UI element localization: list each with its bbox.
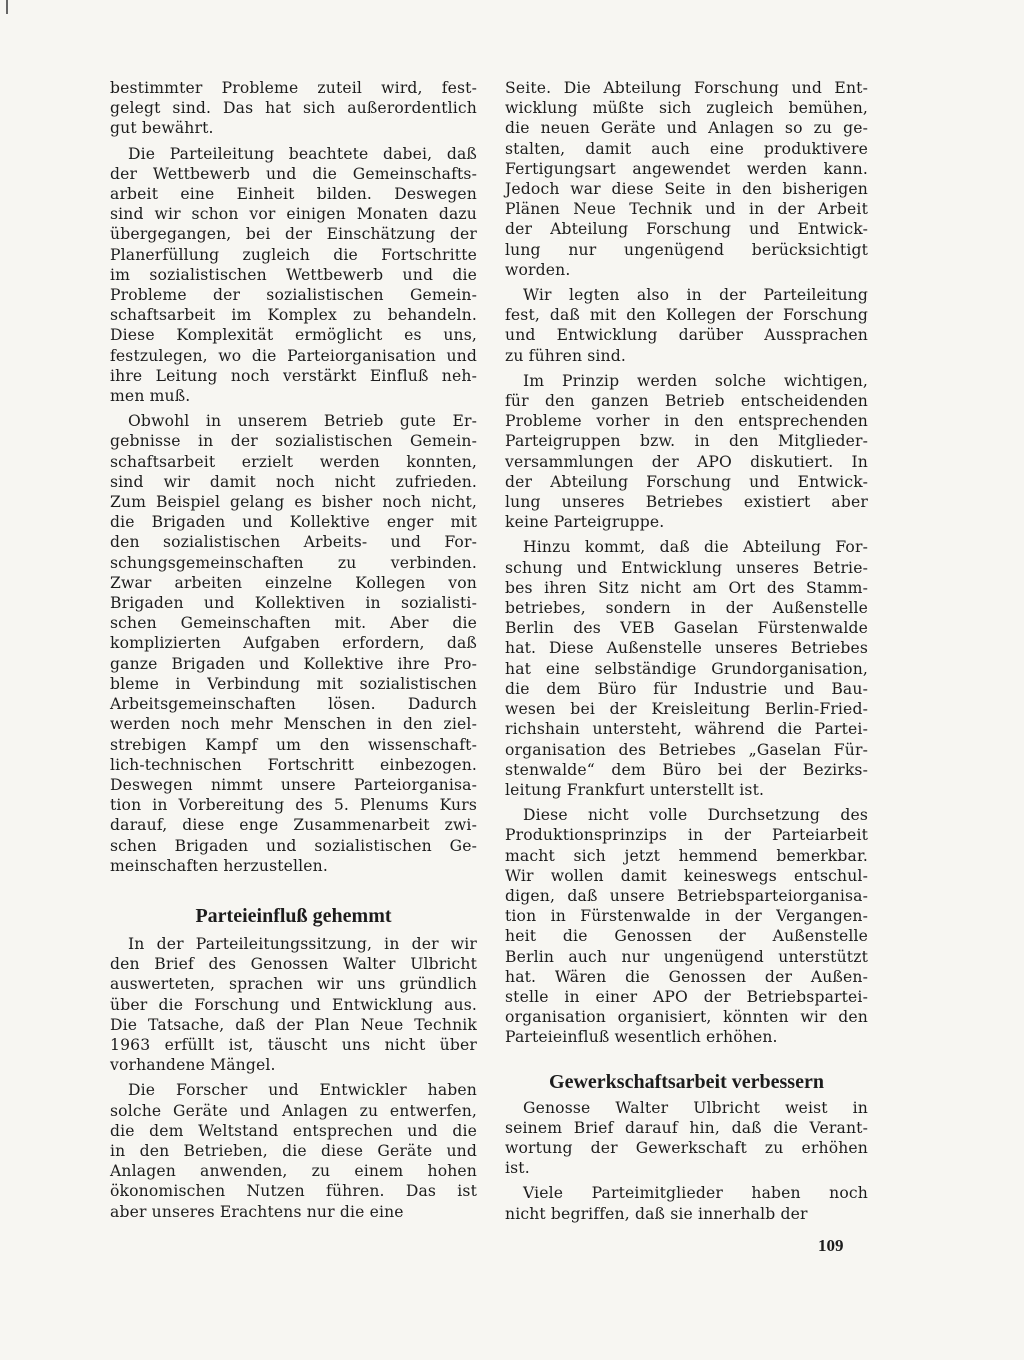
right-paragraph-5 xyxy=(505,805,868,1047)
right-paragraph-5-line: stelle in einer APO der Betriebspartei- xyxy=(505,987,868,1006)
right-paragraph-3-line: für den ganzen Betrieb entscheidenden xyxy=(505,392,868,411)
right-paragraph-6-line: seinem Brief darauf hin, daß die Verant- xyxy=(505,1118,868,1137)
right-paragraph-3-line: lung unseres Betriebes existiert aber xyxy=(505,493,868,512)
left-paragraph-3-line: komplizierten Aufgaben erfordern, daß xyxy=(110,634,477,653)
right-paragraph-1-line: die neuen Geräte und Anlagen so zu ge- xyxy=(505,119,868,138)
right-paragraph-3-line: versammlungen der APO diskutiert. In xyxy=(505,452,868,471)
right-paragraph-1 xyxy=(505,78,868,280)
right-paragraph-3 xyxy=(505,371,868,533)
right-paragraph-2-line: fest, daß mit den Kollegen der Forschung xyxy=(505,306,868,325)
scan-edge-mark xyxy=(6,0,8,14)
left-paragraph-3-line: den sozialistischen Arbeits- und For- xyxy=(110,533,477,552)
left-paragraph-4-line: Die Tatsache, daß der Plan Neue Technik xyxy=(110,1015,477,1034)
right-paragraph-4-line: hat eine selbständige Grundorganisation, xyxy=(505,659,868,678)
right-paragraph-1-line: worden. xyxy=(505,260,571,279)
left-paragraph-3-line: meinschaften herzustellen. xyxy=(110,856,328,875)
section-heading-gewerkschaftsarbeit: Gewerkschaftsarbeit verbessern xyxy=(549,1070,824,1093)
page-number: 109 xyxy=(818,1236,844,1255)
left-paragraph-2-line: der Wettbewerb und die Gemeinschafts- xyxy=(110,164,477,183)
right-paragraph-5-line: macht sich jetzt hemmend bemerkbar. xyxy=(505,846,868,865)
left-paragraph-5 xyxy=(110,1080,477,1221)
left-paragraph-5-line: Die Forscher und Entwickler haben xyxy=(128,1081,477,1100)
left-paragraph-3-line: Brigaden und Kollektiven in sozialisti- xyxy=(110,594,477,613)
left-paragraph-2-line: men muß. xyxy=(110,387,191,406)
left-paragraph-3-line: strebigen Kampf um den wissenschaft- xyxy=(110,735,477,754)
right-paragraph-5-line: organisation organisiert, könnten wir den xyxy=(505,1008,868,1027)
right-paragraph-5-line: hat. Wären die Genossen der Außen- xyxy=(505,967,868,986)
right-paragraph-1-line: lung nur ungenügend berücksichtigt xyxy=(505,240,868,259)
left-paragraph-1-line: gut bewährt. xyxy=(110,119,214,138)
left-paragraph-3-line: tion in Vorbereitung des 5. Plenums Kurs xyxy=(110,796,477,815)
right-paragraph-5-line: Produktionsprinzips in der Parteiarbeit xyxy=(505,826,868,845)
right-paragraph-4-line: wesen bei der Kreisleitung Berlin-Fried- xyxy=(505,700,868,719)
right-paragraph-1-line: Seite. Die Abteilung Forschung und Ent- xyxy=(505,79,868,97)
left-paragraph-3-line: gebnisse in der sozialistischen Gemein- xyxy=(110,432,477,451)
left-paragraph-5-line: ökonomischen Nutzen führen. Das ist xyxy=(110,1182,477,1201)
left-paragraph-2-line: Diese Komplexität ermöglicht es uns, xyxy=(110,326,477,345)
left-paragraph-2-line: festzulegen, wo die Parteiorganisation und xyxy=(110,346,477,365)
left-paragraph-3-line: schungsgemeinschaften zu verbinden. xyxy=(110,553,477,572)
left-paragraph-5-line: Anlagen anwenden, zu einem hohen xyxy=(110,1162,477,1181)
left-paragraph-2-line: Planerfüllung zugleich die Fortschritte xyxy=(110,245,477,264)
left-paragraph-3-line: bleme in Verbindung mit sozialistischen xyxy=(110,674,477,693)
right-paragraph-4-line: leitung Frankfurt unterstellt ist. xyxy=(505,780,765,799)
left-paragraph-4-line: auswerteten, sprachen wir uns gründlich xyxy=(110,975,477,994)
right-paragraph-4-line: Berlin des VEB Gaselan Fürstenwalde xyxy=(505,619,868,638)
right-paragraph-1-line: Fertigungsart angewendet werden kann. xyxy=(505,159,868,178)
right-paragraph-5-line: tion in Fürstenwalde in der Vergangen- xyxy=(505,907,868,926)
right-paragraph-3-line: keine Parteigruppe. xyxy=(505,513,665,532)
left-paragraph-4-line: über die Forschung und Entwicklung aus. xyxy=(110,995,477,1014)
right-paragraph-4-line: Hinzu kommt, daß die Abteilung For- xyxy=(523,538,868,557)
left-paragraph-3-line: Obwohl in unserem Betrieb gute Er- xyxy=(128,412,477,431)
right-paragraph-2-line: zu führen sind. xyxy=(505,346,626,365)
left-column xyxy=(110,78,477,1227)
left-paragraph-5-line: aber unseres Erachtens nur die eine xyxy=(110,1202,404,1221)
right-paragraph-4-line: schung und Entwicklung unseres Betrie- xyxy=(505,558,868,577)
right-paragraph-6 xyxy=(505,1098,868,1179)
right-paragraph-1-line: Jedoch war diese Seite in den bisherigen xyxy=(505,180,868,199)
left-paragraph-1-line: gelegt sind. Das hat sich außerordentlich xyxy=(110,99,477,118)
right-paragraph-2-line: und Entwicklung darüber Aussprachen xyxy=(505,326,868,345)
left-paragraph-4-line: den Brief des Genossen Walter Ulbricht xyxy=(110,955,477,974)
right-paragraph-4-line: hat. Diese Außenstelle unseres Betriebes xyxy=(505,639,868,658)
left-paragraph-1-line: bestimmter Probleme zuteil wird, fest- xyxy=(110,79,477,97)
right-paragraph-4 xyxy=(505,537,868,800)
right-paragraph-5-line: heit die Genossen der Außenstelle xyxy=(505,927,868,946)
left-paragraph-3-line: ganze Brigaden und Kollektive ihre Pro- xyxy=(110,654,477,673)
right-paragraph-5-line: Berlin auch nur ungenügend unterstützt xyxy=(505,947,868,966)
left-paragraph-5-line: solche Geräte und Anlagen zu entwerfen, xyxy=(110,1101,477,1120)
left-paragraph-3-line: Deswegen nimmt unsere Parteiorganisa- xyxy=(110,775,477,794)
right-paragraph-6-line: Genosse Walter Ulbricht weist in xyxy=(523,1098,868,1117)
left-paragraph-2-line: ihre Leitung noch verstärkt Einfluß neh- xyxy=(110,366,477,385)
right-paragraph-4-line: die dem Büro für Industrie und Bau- xyxy=(505,679,868,698)
left-paragraph-3-line: Arbeitsgemeinschaften lösen. Dadurch xyxy=(110,695,477,714)
left-paragraph-4-line: vorhandene Mängel. xyxy=(110,1056,276,1075)
left-paragraph-2-line: sind wir schon vor einigen Monaten dazu xyxy=(110,205,477,224)
right-paragraph-3-line: Parteigruppen bzw. in den Mitglieder- xyxy=(505,432,868,451)
right-paragraph-7 xyxy=(505,1183,868,1223)
left-paragraph-4-line: 1963 erfüllt ist, täuscht uns nicht über xyxy=(110,1035,477,1054)
left-paragraph-3-line: die Brigaden und Kollektive enger mit xyxy=(110,513,477,532)
right-paragraph-4-line: bes ihren Sitz nicht am Ort des Stamm- xyxy=(505,578,868,597)
right-paragraph-5-line: Diese nicht volle Durchsetzung des xyxy=(523,806,868,825)
left-paragraph-3-line: sind wir damit noch nicht zufrieden. xyxy=(110,472,477,491)
right-paragraph-2-line: Wir legten also in der Parteileitung xyxy=(523,286,868,305)
left-paragraph-3 xyxy=(110,411,477,876)
right-paragraph-3-line: der Abteilung Forschung und Entwick- xyxy=(505,472,868,491)
left-paragraph-4 xyxy=(110,934,477,1075)
right-paragraph-4-line: organisation des Betriebes „Gaselan Für- xyxy=(505,740,868,759)
right-column xyxy=(505,78,868,1229)
right-paragraph-2 xyxy=(505,285,868,366)
left-paragraph-2-line: im sozialistischen Wettbewerb und die xyxy=(110,265,477,284)
left-paragraph-3-line: schen Brigaden und sozialistischen Ge- xyxy=(110,836,477,855)
left-paragraph-1 xyxy=(110,78,477,139)
left-paragraph-3-line: Zum Beispiel gelang es bisher noch nicht, xyxy=(110,493,477,512)
left-paragraph-3-line: darauf, diese enge Zusammenarbeit zwi- xyxy=(110,816,477,835)
right-paragraph-6-line: wortung der Gewerkschaft zu erhöhen xyxy=(505,1138,868,1157)
left-paragraph-2-line: Probleme der sozialistischen Gemein- xyxy=(110,286,477,305)
left-paragraph-3-line: lich-technischen Fortschritt einbezogen. xyxy=(110,755,477,774)
left-paragraph-3-line: schen Gemeinschaften mit. Aber die xyxy=(110,614,477,633)
right-paragraph-1-line: der Abteilung Forschung und Entwick- xyxy=(505,220,868,239)
left-paragraph-5-line: in den Betrieben, die diese Geräte und xyxy=(110,1141,477,1160)
right-paragraph-4-line: betriebes, sondern in der Außenstelle xyxy=(505,599,868,618)
right-paragraph-4-line: richshain untersteht, während die Partei- xyxy=(505,720,868,739)
left-paragraph-2 xyxy=(110,144,477,407)
right-paragraph-6-line: ist. xyxy=(505,1159,530,1178)
right-paragraph-5-line: Parteieinfluß wesentlich erhöhen. xyxy=(505,1028,778,1047)
right-paragraph-3-line: Probleme vorher in den entsprechenden xyxy=(505,412,868,431)
right-paragraph-7-line: Viele Parteimitglieder haben noch xyxy=(523,1184,868,1203)
right-paragraph-7-line: nicht begriffen, daß sie innerhalb der xyxy=(505,1204,808,1223)
left-paragraph-5-line: die dem Weltstand entsprechen und die xyxy=(110,1121,477,1140)
left-paragraph-2-line: übergegangen, bei der Einschätzung der xyxy=(110,225,477,244)
right-paragraph-3-line: Im Prinzip werden solche wichtigen, xyxy=(523,371,868,390)
right-paragraph-1-line: Plänen Neue Technik und in der Arbeit xyxy=(505,200,868,219)
right-paragraph-5-line: Wir wollen damit keineswegs entschul- xyxy=(505,866,868,885)
left-paragraph-3-line: Zwar arbeiten einzelne Kollegen von xyxy=(110,573,477,592)
left-paragraph-4-line: In der Parteileitungssitzung, in der wir xyxy=(128,934,477,953)
right-paragraph-4-line: stenwalde“ dem Büro bei der Bezirks- xyxy=(505,760,868,779)
left-paragraph-2-line: schaftsarbeit im Komplex zu behandeln. xyxy=(110,306,477,325)
left-paragraph-3-line: schaftsarbeit erzielt werden konnten, xyxy=(110,452,477,471)
left-paragraph-2-line: Die Parteileitung beachtete dabei, daß xyxy=(128,144,477,163)
left-paragraph-2-line: arbeit eine Einheit bilden. Deswegen xyxy=(110,185,477,204)
section-heading-parteieinfluss: Parteieinfluß gehemmt xyxy=(195,904,392,927)
right-paragraph-5-line: digen, daß unsere Betriebsparteiorganisa- xyxy=(505,886,868,905)
left-paragraph-3-line: werden noch mehr Menschen in den ziel- xyxy=(110,715,477,734)
right-paragraph-1-line: stalten, damit auch eine produktivere xyxy=(505,139,868,158)
right-paragraph-1-line: wicklung müßte sich zugleich bemühen, xyxy=(505,99,868,118)
